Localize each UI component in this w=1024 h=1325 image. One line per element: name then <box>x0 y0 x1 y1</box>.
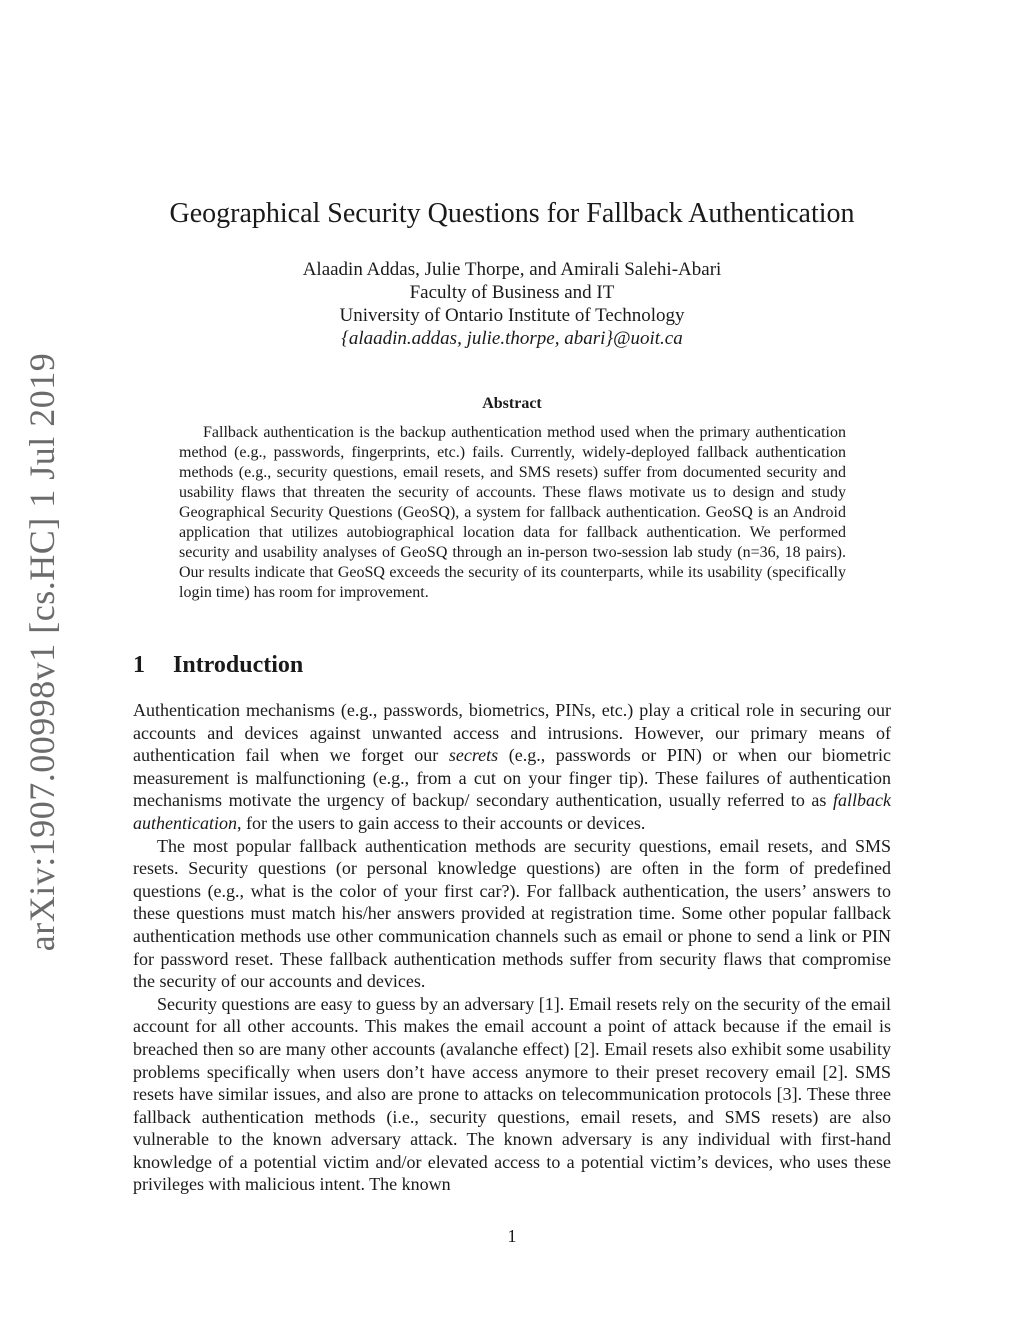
paragraph-text: , for the users to gain access to their accounts or devices. <box>236 812 646 833</box>
emphasis-text: secrets <box>448 745 499 766</box>
abstract-text: Fallback authentication is the backup authentication method used when the primary authentication method (e.g., passwords, fingerprints, etc.) fails. Currently, widely-deployed fallback authentication methods (e.g., security questions, email resets, and SMS resets) suffer from documented security and usability flaws that threaten the security of accounts. These flaws motivate us to design and study Geographical Security Questions (GeoSQ), a system for fallback authentication. GeoSQ is an Android application that utilizes autobiographical location data for fallback authentication. We performed security and usability analyses of GeoSQ through an in-person two-session lab study (n=36, 18 pairs). Our results indicate that GeoSQ exceeds the security of its counterparts, while its usability (specifically login time) has room for improvement. <box>179 424 846 601</box>
author-faculty: Faculty of Business and IT <box>409 282 615 303</box>
paragraph-text: (e.g., passwords or PIN) or when our biometric measurement is malfunctioning (e.g., from a cut on your finger tip). These failures of authentication mechanisms motivate the urgency of backup/ secondary authentication, usually referred to as <box>133 745 891 811</box>
paragraph: Security questions are easy to guess by an adversary [1]. Email resets rely on the security of the email account for all other accounts. This makes the email account a point of attack because if the email is breached then so are many other accounts (avalanche effect) [2]. Email resets also exhibit some usability problems specifically when users don’t have access anymore to their preset recovery email [2]. SMS resets have similar issues, and also are prone to attacks on telecommunication protocols [3]. These three fallback authentication methods (i.e., security questions, email resets, and SMS resets) are also vulnerable to the known adversary attack. The known adversary is any individual with first-hand knowledge of a potential victim and/or elevated access to a potential victim’s devices, who uses these privileges with malicious intent. The known <box>133 993 891 1195</box>
author-email: {alaadin.addas, julie.thorpe, abari}@uoit.ca <box>341 328 683 349</box>
author-names: Alaadin Addas, Julie Thorpe, and Amirali Salehi-Abari <box>302 259 722 280</box>
section-heading <box>133 652 303 679</box>
introduction-body <box>133 699 891 1196</box>
paragraph-text: Authentication mechanisms (e.g., passwords, biometrics, PINs, etc.) play a critical role in securing our accounts and devices against unwanted access and intrusions. However, our primary means of authentication fail when we forget our <box>133 700 891 766</box>
section-number: 1 <box>133 652 145 678</box>
paragraph: The most popular fallback authentication methods are security questions, email resets, and SMS resets. Security questions (or personal knowledge questions) are often in the form of predefined questions (e.g., what is the color of your first car?). For fallback authentication, the users’ answers to these questions must match his/her answers provided at registration time. Some other popular fallback authentication methods use other communication channels such as email or phone to send a link or PIN for password reset. These fallback authentication methods suffer from security flaws that compromise the security of our accounts and devices. <box>133 835 891 992</box>
author-block <box>0 258 1024 350</box>
arxiv-identifier: arXiv:1907.00998v1 [cs.HC] 1 Jul 2019 <box>22 352 62 952</box>
abstract-heading: Abstract <box>482 395 542 412</box>
paper-title: Geographical Security Questions for Fallback Authentication <box>169 198 855 229</box>
author-university: University of Ontario Institute of Technology <box>339 305 685 326</box>
paragraph <box>133 699 891 835</box>
section-title: Introduction <box>173 652 304 678</box>
emphasis-text: fallback authentication <box>133 790 891 833</box>
page-number: 1 <box>507 1226 517 1246</box>
